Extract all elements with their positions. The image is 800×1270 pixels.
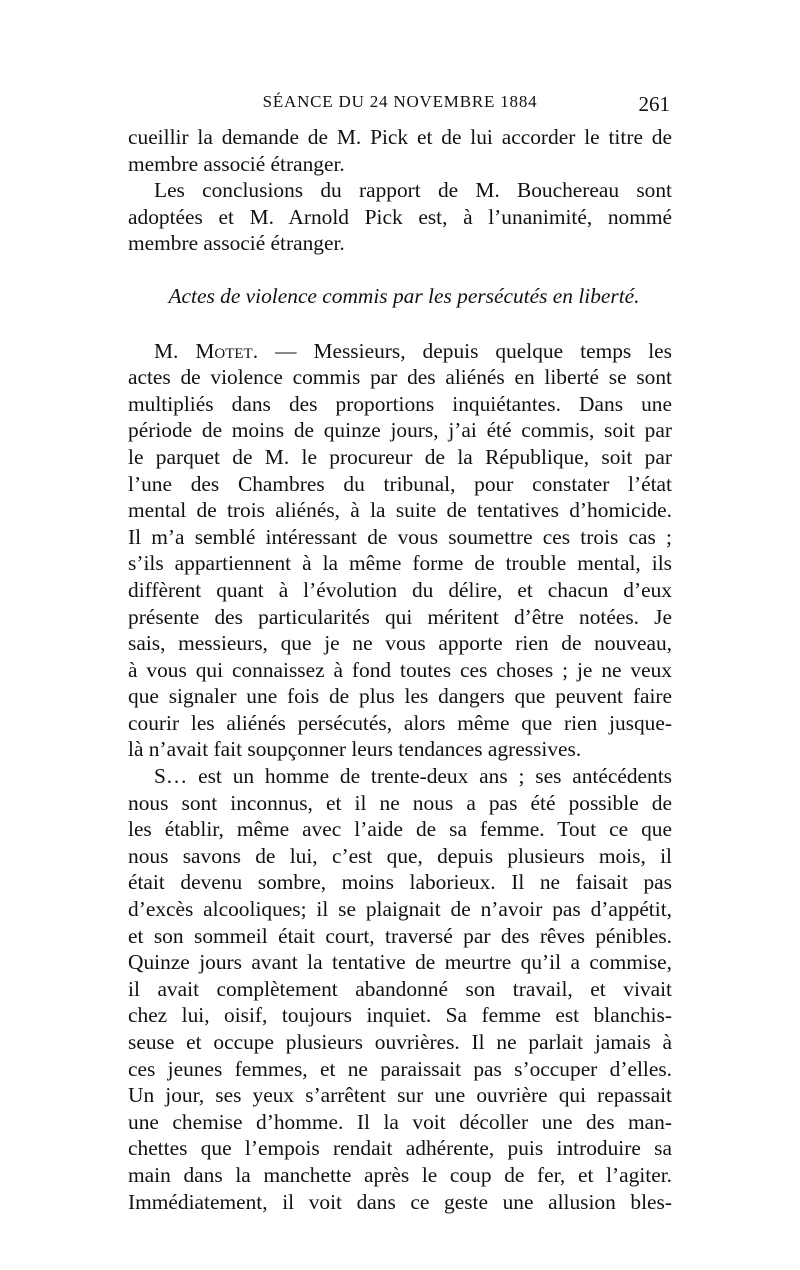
text-line: là n’avait fait soupçonner leurs tendances agressives.: [128, 737, 582, 762]
text-line: était devenu sombre, moins laborieux. Il ne faisait pas: [128, 870, 672, 895]
text-line: s’ils appartiennent à la même forme de trouble mental, ils: [128, 551, 672, 576]
text-line: main dans la manchette après le coup de fer, et l’agiter.: [128, 1162, 672, 1187]
text-line: diffèrent quant à l’évolution du délire, et chacun d’eux: [128, 577, 672, 602]
text-line: que signaler une fois de plus les dangers que peuvent faire: [128, 684, 672, 709]
speaker-line-rest: . — Messieurs, depuis quelque temps les: [252, 338, 672, 363]
text-line: il avait complètement abandonné son travail, et vivait: [128, 976, 672, 1001]
text-line: les établir, même avec l’aide de sa femme. Tout ce que: [128, 817, 672, 842]
text-line: d’excès alcooliques; il se plaignait de n’avoir pas d’appétit,: [128, 897, 672, 922]
text-line: chettes que l’empois rendait adhérente, puis introduire sa: [128, 1136, 672, 1161]
text-line: Immédiatement, il voit dans ce geste une allusion bles-: [128, 1189, 672, 1214]
text-line: S… est un homme de trente-deux ans ; ses antécédents: [154, 764, 672, 789]
text-line: présente des particularités qui méritent d’être notées. Je: [128, 604, 672, 629]
text-line: à vous qui connaissez à fond toutes ces choses ; je ne veux: [128, 657, 672, 682]
text-line: nous sont inconnus, et il ne nous a pas été possible de: [128, 790, 672, 815]
text-line: une chemise d’homme. Il la voit décoller une des man-: [128, 1109, 672, 1134]
text-line: période de moins de quinze jours, j’ai été commis, soit par: [128, 418, 672, 443]
text-line: Il m’a semblé intéressant de vous soumettre ces trois cas ;: [128, 524, 672, 549]
text-line: nous savons de lui, c’est que, depuis plusieurs mois, il: [128, 843, 672, 868]
running-header: [130, 92, 670, 118]
text-line: membre associé étranger.: [128, 151, 345, 176]
section-heading: Actes de violence commis par les persécutés en liberté.: [168, 283, 640, 308]
running-title: SÉANCE DU 24 NOVEMBRE 1884: [262, 92, 538, 111]
text-line: adoptées et M. Arnold Pick est, à l’unanimité, nommé: [128, 204, 672, 229]
text-line: sais, messieurs, que je ne vous apporte rien de nouveau,: [128, 631, 672, 656]
text-line: actes de violence commis par des aliénés en liberté se sont: [128, 365, 672, 390]
speaker-prefix: M.: [154, 338, 196, 363]
page-number: 261: [638, 92, 670, 116]
text-line: l’une des Chambres du tribunal, pour constater l’état: [128, 471, 672, 496]
text-line: et son sommeil était court, traversé par des rêves pénibles.: [128, 923, 672, 948]
text-line: mental de trois aliénés, à la suite de tentatives d’homicide.: [128, 498, 672, 523]
text-line: multipliés dans des proportions inquiétantes. Dans une: [128, 391, 672, 416]
text-line: Un jour, ses yeux s’arrêtent sur une ouvrière qui repassait: [128, 1083, 672, 1108]
text-line: Les conclusions du rapport de M. Bouchereau sont: [154, 178, 672, 203]
text-line: Quinze jours avant la tentative de meurtre qu’il a commise,: [128, 950, 672, 975]
text-line: seuse et occupe plusieurs ouvrières. Il ne parlait jamais à: [128, 1030, 672, 1054]
text-line: cueillir la demande de M. Pick et de lui accorder le titre de: [128, 125, 672, 149]
text-line: le parquet de M. le procureur de la République, soit par: [128, 444, 672, 469]
text-line: membre associé étranger.: [128, 231, 345, 256]
text-line: ces jeunes femmes, et ne paraissait pas s’occuper d’elles.: [128, 1056, 672, 1081]
text-line: chez lui, oisif, toujours inquiet. Sa femme est blanchis-: [128, 1003, 672, 1028]
text-line: [128, 338, 672, 365]
page-body: [128, 124, 672, 1215]
text-line: courir les aliénés persécutés, alors même que rien jusque-: [128, 710, 672, 735]
speaker-name: Motet: [195, 338, 253, 363]
